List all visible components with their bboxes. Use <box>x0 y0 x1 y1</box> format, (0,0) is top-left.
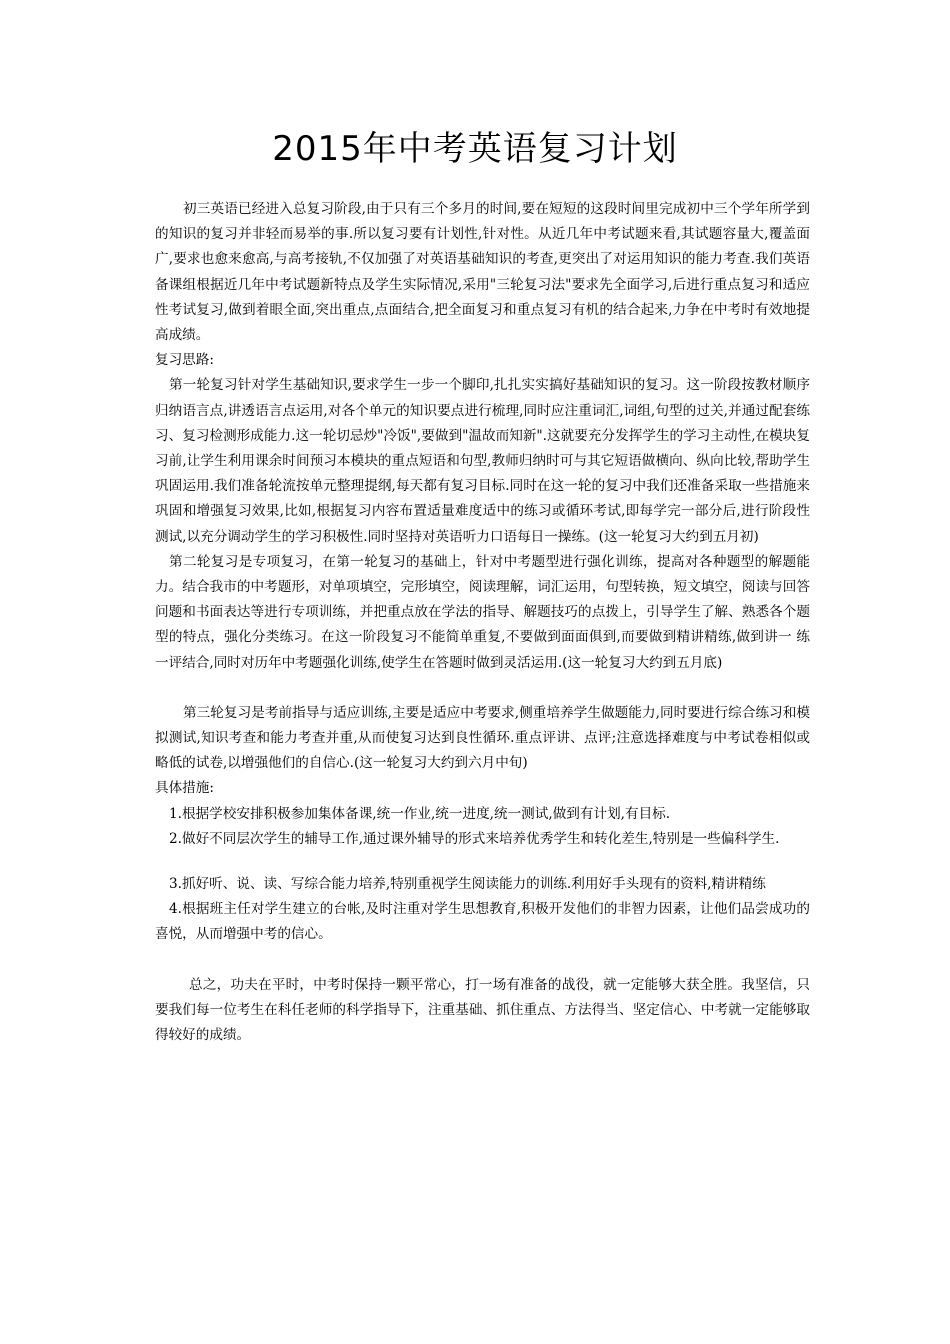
measure-item-2: 2.做好不同层次学生的辅导工作,通过课外辅导的形式来培养优秀学生和转化差生,特别是一些偏科学生. <box>169 830 780 847</box>
round-one-paragraph: 第一轮复习针对学生基础知识,要求学生一步一个脚印,扎扎实实搞好基础知识的复习。这一阶段按教材顺序归纳语言点,讲透语言点运用,对各个单元的知识要点进行梳理,同时应注重词汇,词组,句型的过关,并通过配套练习、复习检测形成能力.这一轮切忌炒"冷饭",要做到"温故而知新".这就要充分发挥学生的学习主动性,在模块复习前,让学生利用课余时间预习本模块的重点短语和句型,教师归纳时可与其它短语做横向、纵向比较,帮助学生巩固运用.我们准备轮流按单元整理提纲,每天都有复习目标.同时在这一轮的复习中我们还准备采取一些措施来巩固和增强复习效果,比如,根据复习内容布置适量难度适中的练习或循环考试,即每学完一部分后,进行阶段性测试,以充分调动学生的学习积极性.同时坚持对英语听力口语每日一操练。(这一轮复习大约到五月初) <box>155 377 810 545</box>
conclusion-paragraph: 总之，功夫在平时，中考时保持一颗平常心，打一场有准备的战役，就一定能够大获全胜。我坚信，只要我们每一位考生在科任老师的科学指导下，注重基础、抓住重点、方法得当、坚定信心、中考就一定能够取得较好的成绩。 <box>155 976 810 1044</box>
paragraph-spacer <box>155 852 810 872</box>
section-heading-approach: 复习思路: <box>155 352 214 369</box>
section-heading-measures: 具体措施: <box>155 780 214 797</box>
document-body <box>155 197 810 1048</box>
measure-item-4: 4.根据班主任对学生建立的台帐,及时注重对学生思想教育,积极开发他们的非智力因素，让他们品尝成功的喜悦，从而增强中考的信心。 <box>155 901 810 943</box>
measure-item-1: 1.根据学校安排积极参加集体备课,统一作业,统一进度,统一测试,做到有计划,有目标. <box>169 805 671 822</box>
intro-paragraph: 初三英语已经进入总复习阶段,由于只有三个多月的时间,要在短短的这段时间里完成初中三个学年所学到的知识的复习并非轻而易举的事.所以复习要有计划性,针对性。从近几年中考试题来看,其试题容量大,覆盖面广,要求也愈来愈高,与高考接轨,不仅加强了对英语基础知识的考查,更突出了对运用知识的能力考查.我们英语备课组根据近几年中考试题新特点及学生实际情况,采用"三轮复习法"要求先全面学习,后进行重点复习和适应性考试复习,做到着眼全面,突出重点,点面结合,把全面复习和重点复习有机的结合起来,力争在中考时有效地提高成绩。 <box>155 201 810 344</box>
paragraph-spacer <box>155 948 810 973</box>
paragraph-spacer <box>155 676 810 701</box>
measure-item-3: 3.抓好听、说、读、写综合能力培养,特别重视学生阅读能力的训练.利用好手头现有的资料,精讲精练 <box>169 876 766 893</box>
page-title: 2015年中考英语复习计划 <box>272 129 678 169</box>
round-two-paragraph: 第二轮复习是专项复习，在第一轮复习的基础上，针对中考题型进行强化训练，提高对各种题型的解题能力。结合我市的中考题形，对单项填空，完形填空，阅读理解，词汇运用，句型转换，短文填空，阅读与回答问题和书面表达等进行专项训练，并把重点放在学法的指导、解题技巧的点拨上，引导学生了解、熟悉各个题型的特点，强化分类练习。在这一阶段复习不能简单重复,不要做到面面俱到,而要做到精讲精练,做到讲一 练一评结合,同时对历年中考题强化训练,使学生在答题时做到灵活运用.(这一轮复习大约到五月底) <box>155 553 810 671</box>
round-three-paragraph: 第三轮复习是考前指导与适应训练,主要是适应中考要求,侧重培养学生做题能力,同时要进行综合练习和模拟测试,知识考查和能力考查并重,从而使复习达到良性循环.重点评讲、点评;注意选择难度与中考试卷相似或略低的试卷,以增强他们的自信心.(这一轮复习大约到六月中旬) <box>155 704 810 772</box>
